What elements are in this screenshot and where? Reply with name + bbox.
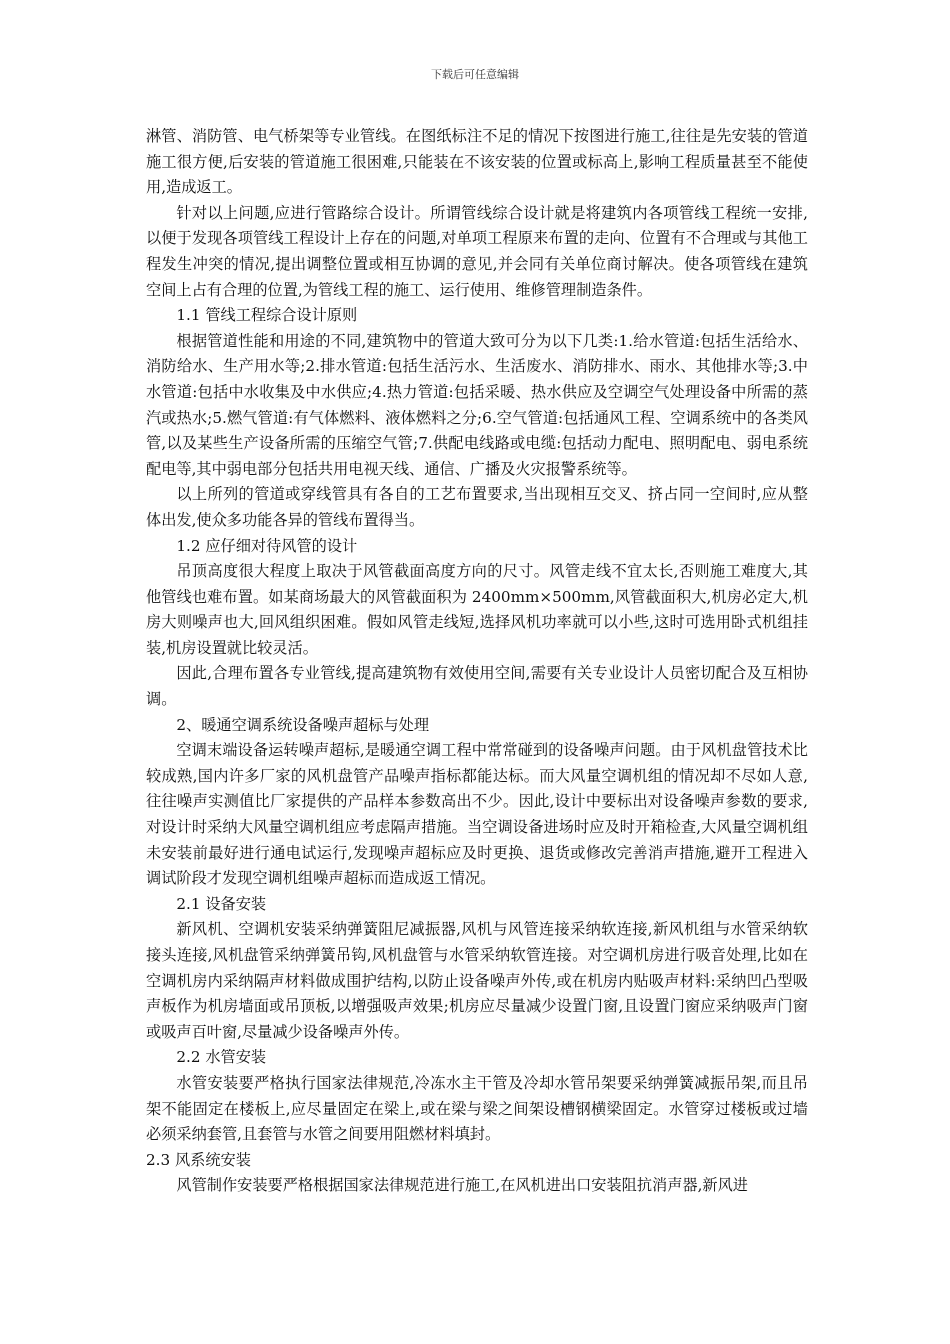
paragraph-water-pipe-install: 水管安装要严格执行国家法律规范,冷冻水主干管及冷却水管吊架要采纳弹簧减振吊架,而且吊架不能固定在楼板上,应尽量固定在梁上,或在梁与梁之间架设槽钢横梁固定。水管穿过楼板或过墙必须采纳套管,且套管与水管之间要用阻燃材料填封。 (146, 1073, 808, 1144)
paragraph-duct-design: 吊顶高度很大程度上取决于风管截面高度方向的尺寸。风管走线不宜太长,否则施工难度大,其他管线也难布置。如某商场最大的风管截面积为 2400mm×500mm,风管截面积大,机房必定大,机房大则噪声也大,回风组织困难。假如风管走线短,选择风机功率就可以小些,这时可选用卧式机组挂装,机房设置就比较灵活。 (146, 562, 808, 657)
paragraph-coordination: 因此,合理布置各专业管线,提高建筑物有效使用空间,需要有关专业设计人员密切配合及互相协调。 (146, 664, 808, 709)
paragraph-pipeline-design: 针对以上问题,应进行管路综合设计。所谓管线综合设计就是将建筑内各项管线工程统一安排,以便于发现各项管线工程设计上存在的问题,对单项工程原来布置的走向、位置有不合理或与其他工程发生冲突的情况,提出调整位置或相互协调的意见,并会同有关单位商讨解决。使各项管线在建筑空间上占有合理的位置,为管线工程的施工、运行使用、维修管理制造条件。 (146, 203, 808, 299)
paragraph-pipe-types: 根据管道性能和用途的不同,建筑物中的管道大致可分为以下几类:1.给水管道:包括生活给水、消防给水、生产用水等;2.排水管道:包括生活污水、生活废水、消防排水、雨水、其他排水等;3.中水管道:包括中水收集及中水供应;4.热力管道:包括采暖、热水供应及空调空气处理设备中所需的蒸汽或热水;5.燃气管道:有气体燃料、液体燃料之分;6.空气管道:包括通风工程、空调系统中的各类风管,以及某些生产设备所需的压缩空气管;7.供配电线路或电缆:包括动力配电、照明配电、弱电系统配电等,其中弱电部分包括共用电视天线、通信、广播及火灾报警系统等。 (146, 331, 808, 478)
section-heading-2-1: 2.1 设备安装 (176, 894, 267, 913)
paragraph-layout-requirements: 以上所列的管道或穿线管具有各自的工艺布置要求,当出现相互交叉、挤占同一空间时,应从整体出发,使众多功能各异的管线布置得当。 (146, 485, 808, 529)
paragraph-noise: 空调末端设备运转噪声超标,是暖通空调工程中常常碰到的设备噪声问题。由于风机盘管技术比较成熟,国内许多厂家的风机盘管产品噪声指标都能达标。而大风量空调机组的情况却不尽如人意,往往噪声实测值比厂家提供的产品样本参数高出不少。因此,设计中要标出对设备噪声参数的要求,对设计时采纳大风量空调机组应考虑隔声措施。当空调设备进场时应及时开箱检查,大风量空调机组未安装前最好进行通电试运行,发现噪声超标应及时更换、退货或修改完善消声措施,避开工程进入调试阶段才发现空调机组噪声超标而造成返工情况。 (146, 741, 808, 888)
page-header: 下载后可任意编辑 (431, 68, 519, 81)
section-heading-1-1: 1.1 管线工程综合设计原则 (176, 306, 358, 325)
document-body (146, 124, 808, 1199)
paragraph-continuation: 淋管、消防管、电气桥架等专业管线。在图纸标注不足的情况下按图进行施工,往往是先安装的管道施工很方便,后安装的管道施工很困难,只能装在不该安装的位置或标高上,影响工程质量甚至不能使用,造成返工。 (146, 127, 808, 197)
section-heading-2-3: 2.3 风系统安装 (146, 1150, 251, 1169)
section-heading-2: 2、暖通空调系统设备噪声超标与处理 (176, 715, 430, 734)
section-heading-2-2: 2.2 水管安装 (176, 1048, 267, 1067)
section-heading-1-2: 1.2 应仔细对待风管的设计 (176, 536, 358, 555)
paragraph-equipment-install: 新风机、空调机安装采纳弹簧阻尼减振器,风机与风管连接采纳软连接,新风机组与水管采纳软接头连接,风机盘管采纳弹簧吊钩,风机盘管与水管采纳软管连接。对空调机房进行吸音处理,比如在空调机房内采纳隔声材料做成围护结构,以防止设备噪声外传,或在机房内贴吸声材料:采纳凹凸型吸声板作为机房墙面或吊顶板,以增强吸声效果;机房应尽量减少设置门窗,且设置门窗应采纳吸声门窗或吸声百叶窗,尽量减少设备噪声外传。 (146, 920, 808, 1041)
paragraph-air-system-install: 风管制作安装要严格根据国家法律规范进行施工,在风机进出口安装阻抗消声器,新风进 (176, 1176, 748, 1195)
